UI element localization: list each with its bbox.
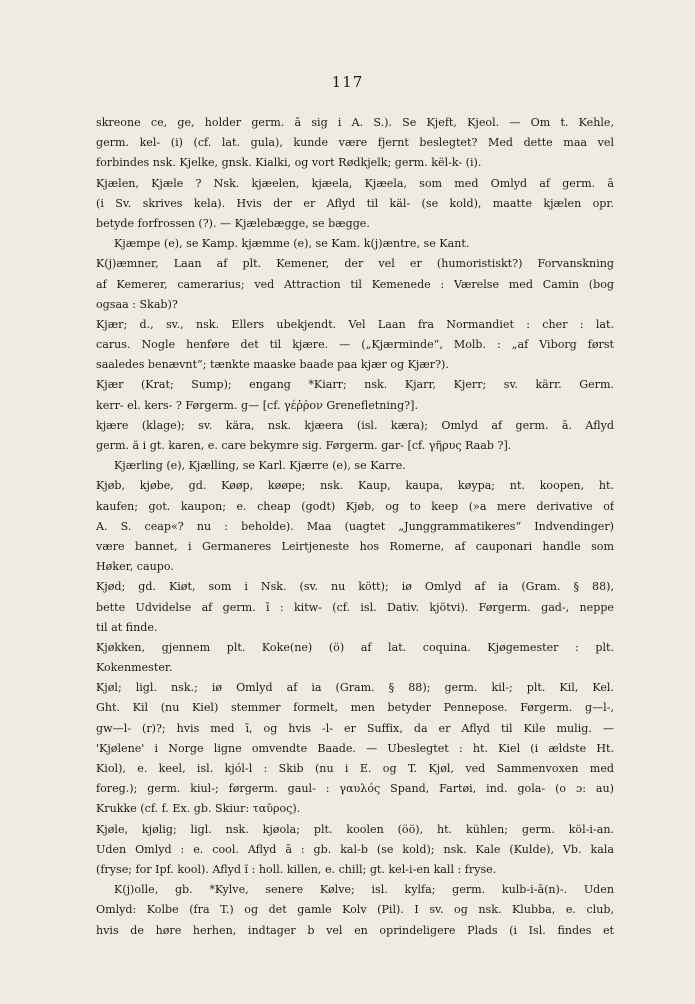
text-line: K(j)æmner, Laan af plt. Kemener, der vel er (humoristiskt?) Forvanskning [96, 257, 614, 271]
text-line: Kjærling (e), Kjælling, se Karl. Kjærre (e), se Karre. [114, 459, 406, 473]
text-line: saaledes benævnt“; tænkte maaske baade paa kjær og Kjær?). [96, 358, 449, 372]
text-line: 'Kjølene' i Norge ligne omvendte Baade. — Ubeslegtet : ht. Kiel (i ældste Ht. [96, 741, 614, 755]
text-line: foreg.); germ. kiul-; førgerm. gaul- : γαυλός Spand, Fartøi, ind. gola- (o ɔ: au) [96, 782, 614, 796]
text-line: Krukke (cf. f. Ex. gb. Skiur: ταῦρος). [96, 802, 301, 816]
text-line: kjære (klage); sv. kära, nsk. kjæera (isl. kæra); Omlyd af germ. ā. Aflyd [96, 418, 614, 432]
text-line: carus. Nogle henføre det til kjære. — („Kjærminde“, Molb. : „af Viborg først [96, 338, 614, 352]
text-line: Kjær; d., sv., nsk. Ellers ubekjendt. Vel Laan fra Normandiet : cher : lat. [96, 317, 614, 331]
text-line: være bannet, i Germaneres Leirtjeneste hos Romerne, af cauponari handle som [96, 539, 614, 553]
text-line: skreone ce, ge, holder germ. ā sig i A. S.). Se Kjeft, Kjeol. — Om t. Kehle, [96, 116, 614, 129]
text-line: gw—l- (r)?; hvis med ī, og hvis -l- er Suffix, da er Aflyd til Kile mulig. — [96, 721, 614, 735]
text-line: til at finde. [96, 620, 158, 634]
text-line: Kjøkken, gjennem plt. Koke(ne) (ö) af lat. coquina. Kjøgemester : plt. [96, 640, 614, 654]
text-line: Kjøle, kjølig; ligl. nsk. kjøola; plt. koolen (öö), ht. kühlen; germ. köl-i-an. [96, 822, 614, 836]
text-line: kerr- el. kers- ? Førgerm. g— [cf. γέῤῥον Grenefletning?]. [96, 398, 418, 412]
text-line: K(j)olle, gb. *Kylve, senere Kølve; isl. kylfa; germ. kulb-i-ā(n)-. Uden [114, 883, 614, 897]
text-line: Kjød; gd. Kiøt, som i Nsk. (sv. nu kött); iø Omlyd af ia (Gram. § 88), [96, 580, 614, 594]
text-line: bette Udvidelse af germ. ī : kitw- (cf. isl. Dativ. kjötvi). Førgerm. gad-, neppe [96, 600, 614, 614]
text-line: Kjøb, kjøbe, gd. Køøp, køøpe; nsk. Kaup, kaupa, køypa; nt. koopen, ht. [96, 479, 614, 493]
text-line: betyde forfrossen (?). — Kjælebægge, se bægge. [96, 216, 370, 230]
text-line: Kjær (Krat; Sump); engang *Kiarr; nsk. Kjarr, Kjerr; sv. kärr. Germ. [96, 378, 614, 392]
text-line: Kokenmester. [96, 661, 173, 675]
dictionary-text [96, 113, 614, 941]
text-line: Omlyd: Kolbe (fra T.) og det gamle Kolv (Pil). I sv. og nsk. Klubba, e. club, [96, 903, 614, 917]
text-line: hvis de høre herhen, indtager b vel en oprindeligere Plads (i Isl. findes et [96, 923, 614, 937]
text-line: kaufen; got. kaupon; e. cheap (godt) Kjøb, og to keep (»a mere derivative of [96, 499, 614, 513]
text-line: Høker, caupo. [96, 560, 174, 574]
page-number: 117 [331, 73, 364, 91]
text-line: Kjæmpe (e), se Kamp. kjæmme (e), se Kam. k(j)æntre, se Kant. [114, 237, 470, 251]
text-line: A. S. ceap«? nu : beholde). Maa (uagtet „Junggrammatikeres“ Indvendinger) [96, 519, 614, 533]
text-line: (i Sv. skrives kela). Hvis der er Aflyd til käl- (se kold), maatte kjælen opr. [96, 196, 614, 210]
text-line: Kiol), e. keel, isl. kjól-l : Skib (nu i E. og T. Kjøl, ved Sammenvoxen med [96, 762, 614, 775]
text-line: Uden Omlyd : e. cool. Aflyd ā : gb. kal-b (se kold); nsk. Kale (Kulde), Vb. kala [96, 842, 614, 856]
text-line: af Kemerer, camerarius; ved Attraction til Kemenede : Værelse med Camin (bog [96, 277, 614, 291]
text-line: Ght. Kil (nu Kiel) stemmer formelt, men betyder Pennepose. Førgerm. g—l-, [96, 701, 614, 715]
text-line: (fryse; for Ipf. kool). Aflyd ĭ : holl. killen, e. chill; gt. kel-i-en kall : fryse. [96, 862, 497, 876]
text-line: forbindes nsk. Kjelke, gnsk. Kialki, og vort Rødkjelk; germ. kël-k- (i). [96, 156, 482, 170]
text-line: germ. kel- (i) (cf. lat. gula), kunde være fjernt beslegtet? Med dette maa vel [96, 136, 614, 150]
text-line: Kjøl; ligl. nsk.; iø Omlyd af ia (Gram. § 88); germ. kil-; plt. Kil, Kel. [96, 681, 614, 695]
text-line: Kjælen, Kjæle ? Nsk. kjæelen, kjæela, Kjæela, som med Omlyd af germ. ā [96, 176, 614, 190]
text-line: ogsaa : Skab)? [96, 297, 178, 311]
text-line: germ. ă i gt. karen, e. care bekymre sig. Førgerm. gar- [cf. γῆρυς Raab ?]. [96, 439, 512, 452]
